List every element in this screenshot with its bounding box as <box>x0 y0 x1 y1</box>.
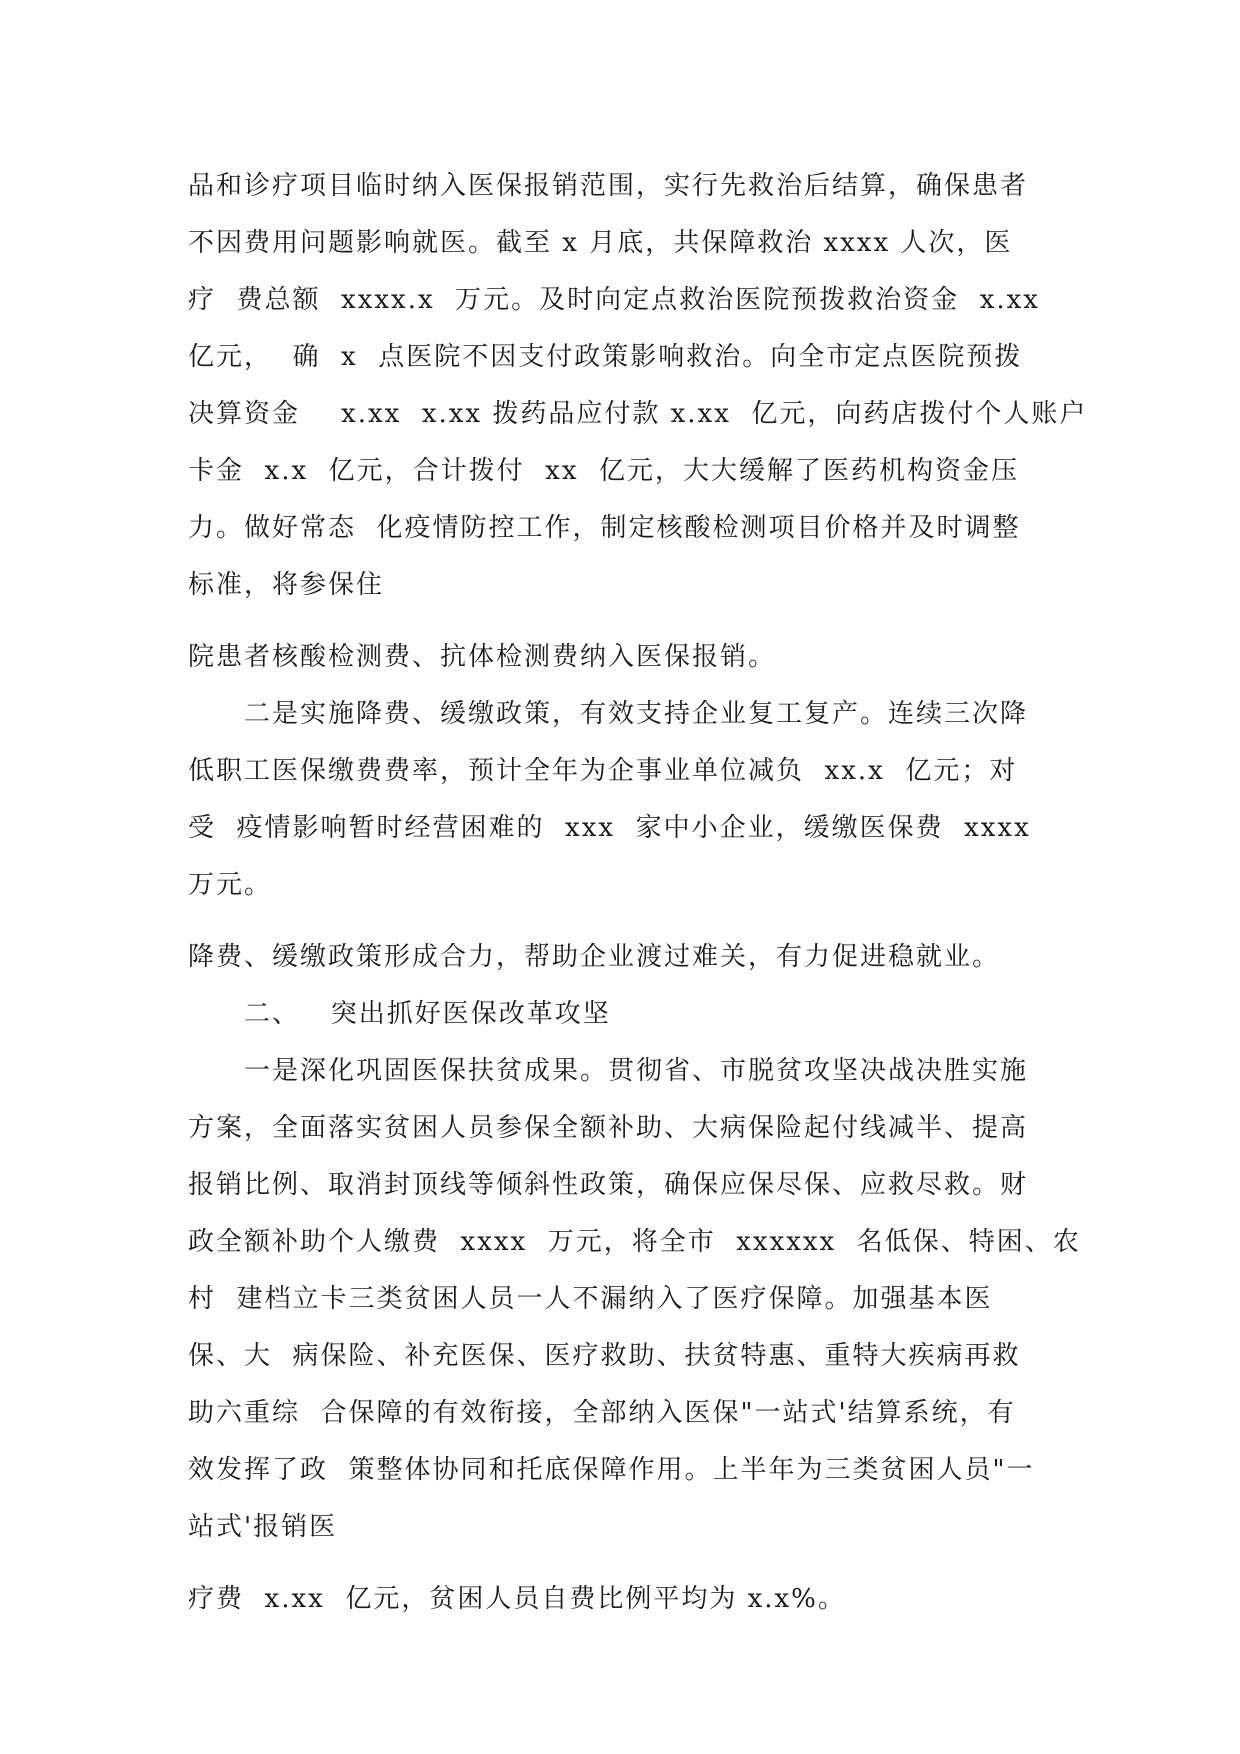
paragraph-line: 保、大 病保险、补充医保、医疗救助、扶贫特惠、重特大疾病再救 <box>188 1341 1021 1371</box>
paragraph-line: 降费、缓缴政策形成合力，帮助企业渡过难关，有力促进稳就业。 <box>188 942 1001 972</box>
paragraph-line: 不因费用问题影响就医。截至 x 月底，共保障救治 xxxx 人次，医 <box>188 228 1013 258</box>
paragraph-line: 低职工医保缴费费率，预计全年为企事业单位减负 xx.x 亿元；对 <box>188 756 1018 786</box>
paragraph-line: 政全额补助个人缴费 xxxx 万元，将全市 xxxxxx 名低保、特困、农 <box>188 1227 1081 1257</box>
paragraph-line: 力。做好常态 化疫情防控工作，制定核酸检测项目价格并及时调整 <box>188 513 1021 543</box>
paragraph-line: 疗费 x.xx 亿元，贫困人员自费比例平均为 x.x%。 <box>188 1584 846 1614</box>
paragraph-line: 报销比例、取消封顶线等倾斜性政策，确保应保尽保、应救尽救。财 <box>188 1170 1029 1200</box>
paragraph-line: 受 疫情影响暂时经营困难的 xxx 家中小企业，缓缴医保费 xxxx <box>188 813 1031 843</box>
paragraph-line: 站式'报销医 <box>188 1512 338 1542</box>
paragraph-line: 疗 费总额 xxxx.x 万元。及时向定点救治医院预拨救治资金 x.xx <box>188 285 1040 315</box>
paragraph-line: 院患者核酸检测费、抗体检测费纳入医保报销。 <box>188 642 777 672</box>
paragraph-line: 二是实施降费、缓缴政策，有效支持企业复工复产。连续三次降 <box>244 699 1029 729</box>
paragraph-line: 效发挥了政 策整体协同和托底保障作用。上半年为三类贫困人员"一 <box>188 1455 1035 1485</box>
paragraph-line: 决算资金 x.xx x.xx 拨药品应付款 x.xx 亿元，向药店拨付个人账户 <box>188 399 1088 429</box>
paragraph-line: 卡金 x.x 亿元，合计拨付 xx 亿元，大大缓解了医药机构资金压 <box>188 456 1020 486</box>
paragraph-line: 方案，全面落实贫困人员参保全额补助、大病保险起付线减半、提高 <box>188 1113 1029 1143</box>
paragraph-line: 亿元， 确 x 点医院不因支付政策影响救治。向全市定点医院预拨 <box>188 342 1023 372</box>
paragraph-line: 万元。 <box>188 870 273 900</box>
paragraph-line: 品和诊疗项目临时纳入医保报销范围，实行先救治后结算，确保患者 <box>188 171 1029 201</box>
paragraph-line: 村 建档立卡三类贫困人员一人不漏纳入了医疗保障。加强基本医 <box>188 1284 993 1314</box>
paragraph-line: 一是深化巩固医保扶贫成果。贯彻省、市脱贫攻坚决战决胜实施 <box>244 1056 1029 1086</box>
paragraph-line: 标准，将参保住 <box>188 570 385 600</box>
paragraph-line: 助六重综 合保障的有效衔接，全部纳入医保"一站式'结算系统，有 <box>188 1398 1016 1428</box>
section-heading: 二、 突出抓好医保改革攻坚 <box>244 999 611 1029</box>
